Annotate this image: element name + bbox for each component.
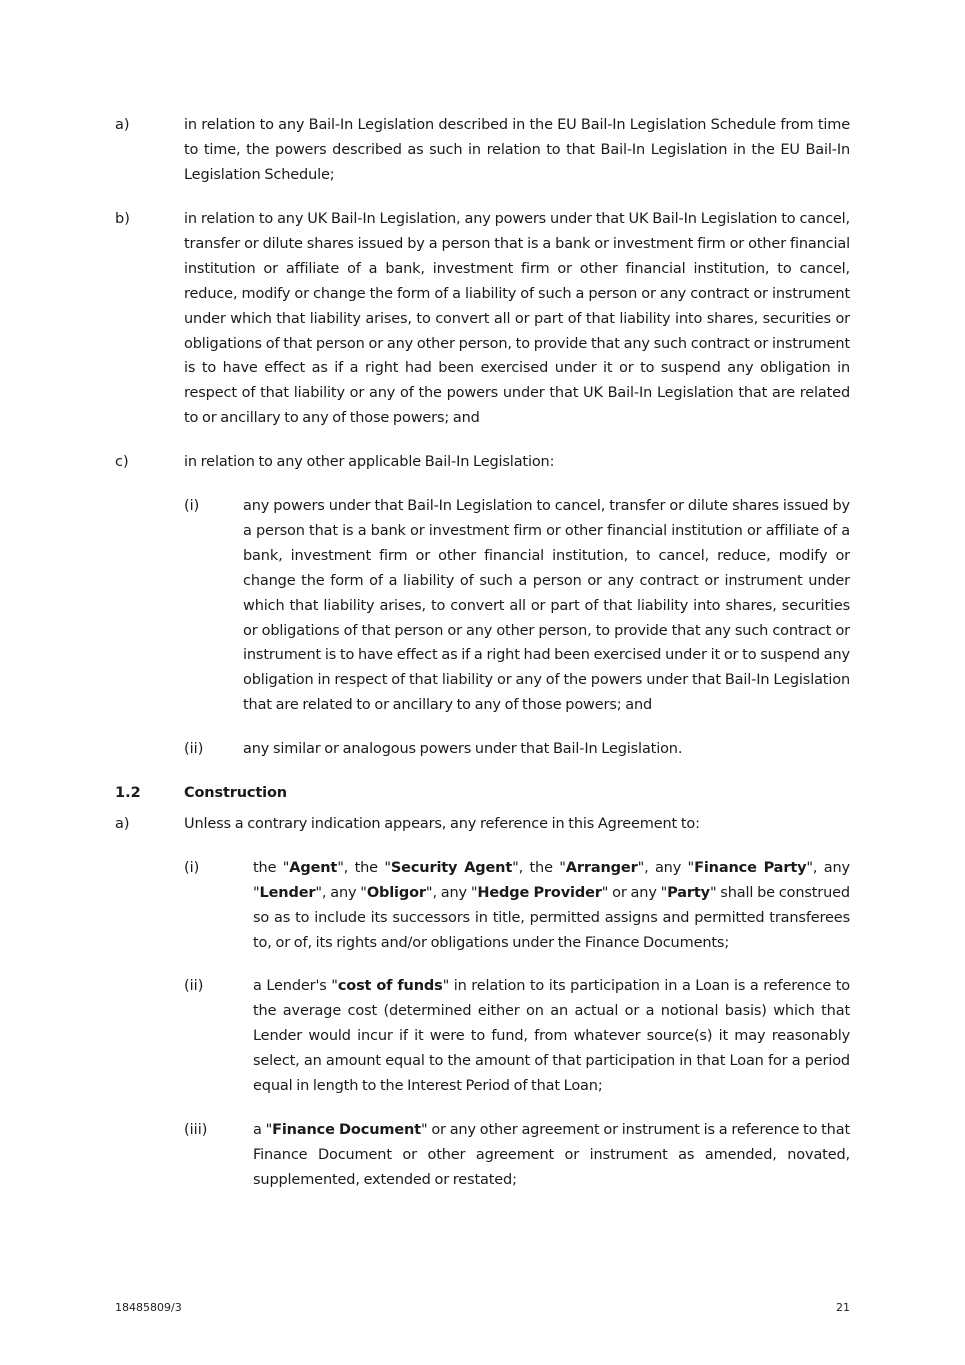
paragraph-text: in relation to any other applicable Bail-In Legislation:: [184, 454, 555, 470]
sub-paragraph-text: a Lender's "cost of funds" in relation to its participation in a Loan is a reference to the average cost (determined either on an actual or a notional basis) which that Lender would incur if it were to fund, from whatever source(s) it may reasonably select, an amount equal to the amount of that participation in that Loan for a period equal in length to the Interest Period of that Loan;: [253, 978, 850, 1094]
defined-term-lender: Lender: [259, 884, 316, 901]
footer-page-number: 21: [836, 1301, 850, 1314]
sub-paragraph-text: any powers under that Bail-In Legislation to cancel, transfer or dilute shares issued by a person that is a bank or investment firm or other financial institution or affiliate of a bank, investment firm or other financial institution, to cancel, reduce, modify or change the form of a liability of such a person or any contract or instrument under which that liability arises, to convert all or part of that liability into shares, securities or obligations of that person or any other person, to provide that any such contract or instrument is to have effect as if a right had been exercised under it or to suspend any obligation in respect of that liability or any of the powers under that Bail-In Legislation that are related to or ancillary to any of those powers; and: [243, 498, 850, 714]
sub-paragraph-label: (iii): [184, 1122, 208, 1138]
paragraph-label: b): [115, 211, 130, 227]
sub-paragraph-text: any similar or analogous powers under that Bail-In Legislation.: [243, 741, 683, 757]
paragraph-label: a): [115, 816, 130, 832]
paragraph-text: in relation to any UK Bail-In Legislation, any powers under that UK Bail-In Legislation to cancel, transfer or dilute shares issued by a person that is a bank or investment firm or other financial institution or affiliate of a bank, investment firm or other financial institution, to cancel, reduce, modify or change the form of a liability of such a person or any contract or instrument under which that liability arises, to convert all or part of that liability into shares, securities or obligations of that person or any other person, to provide that any such contract or instrument is to have effect as if a right had been exercised under it or to suspend any obligation in respect of that liability or any of the powers under that UK Bail-In Legislation that are related to or ancillary to any of those powers; and: [184, 211, 850, 427]
paragraph-label: a): [115, 117, 130, 133]
sub-paragraph-label: (i): [184, 860, 200, 876]
section-number: 1.2: [115, 785, 141, 801]
defined-term-security-agent: Security Agent: [390, 860, 513, 876]
defined-term-finance-document: Finance Document: [272, 1122, 421, 1138]
footer-doc-ref: 18485809/3: [115, 1301, 182, 1314]
sub-paragraph-label: (ii): [184, 978, 204, 994]
paragraph-label: c): [115, 454, 129, 470]
defined-term-cost-of-funds: cost of funds: [337, 978, 443, 994]
sub-paragraph-label: (ii): [184, 741, 204, 757]
defined-term-obligor: Obligor: [366, 884, 426, 901]
sub-paragraph-text: a "Finance Document" or any other agreement or instrument is a reference to that Finance Document or other agreement or instrument as amended, novated, supplemented, extended or restated;: [253, 1122, 850, 1188]
sub-paragraph-text: the "Agent", the "Security Agent", the "Arranger", any "Finance Party", any "Lender", any "Obligor", any "Hedge Provider" or any "Party" shall be construed so as to include its successors in title, permitted assigns and permitted transferees to, or of, its rights and/or obligations under the Finance Documents;: [253, 860, 850, 951]
defined-term-finance-party: Finance Party: [694, 860, 807, 876]
paragraph-text: in relation to any Bail-In Legislation described in the EU Bail-In Legislation Schedule from time to time, the powers described as such in relation to that Bail-In Legislation in the EU Bail-In Legislation Schedule;: [184, 117, 850, 183]
defined-term-hedge-provider: Hedge Provider: [477, 884, 602, 901]
defined-term-agent: Agent: [289, 860, 338, 876]
defined-term-arranger: Arranger: [565, 860, 638, 876]
section-title: Construction: [184, 785, 287, 801]
defined-term-party: Party: [667, 884, 710, 901]
sub-paragraph-label: (i): [184, 498, 200, 514]
paragraph-text: Unless a contrary indication appears, any reference in this Agreement to:: [184, 816, 700, 832]
